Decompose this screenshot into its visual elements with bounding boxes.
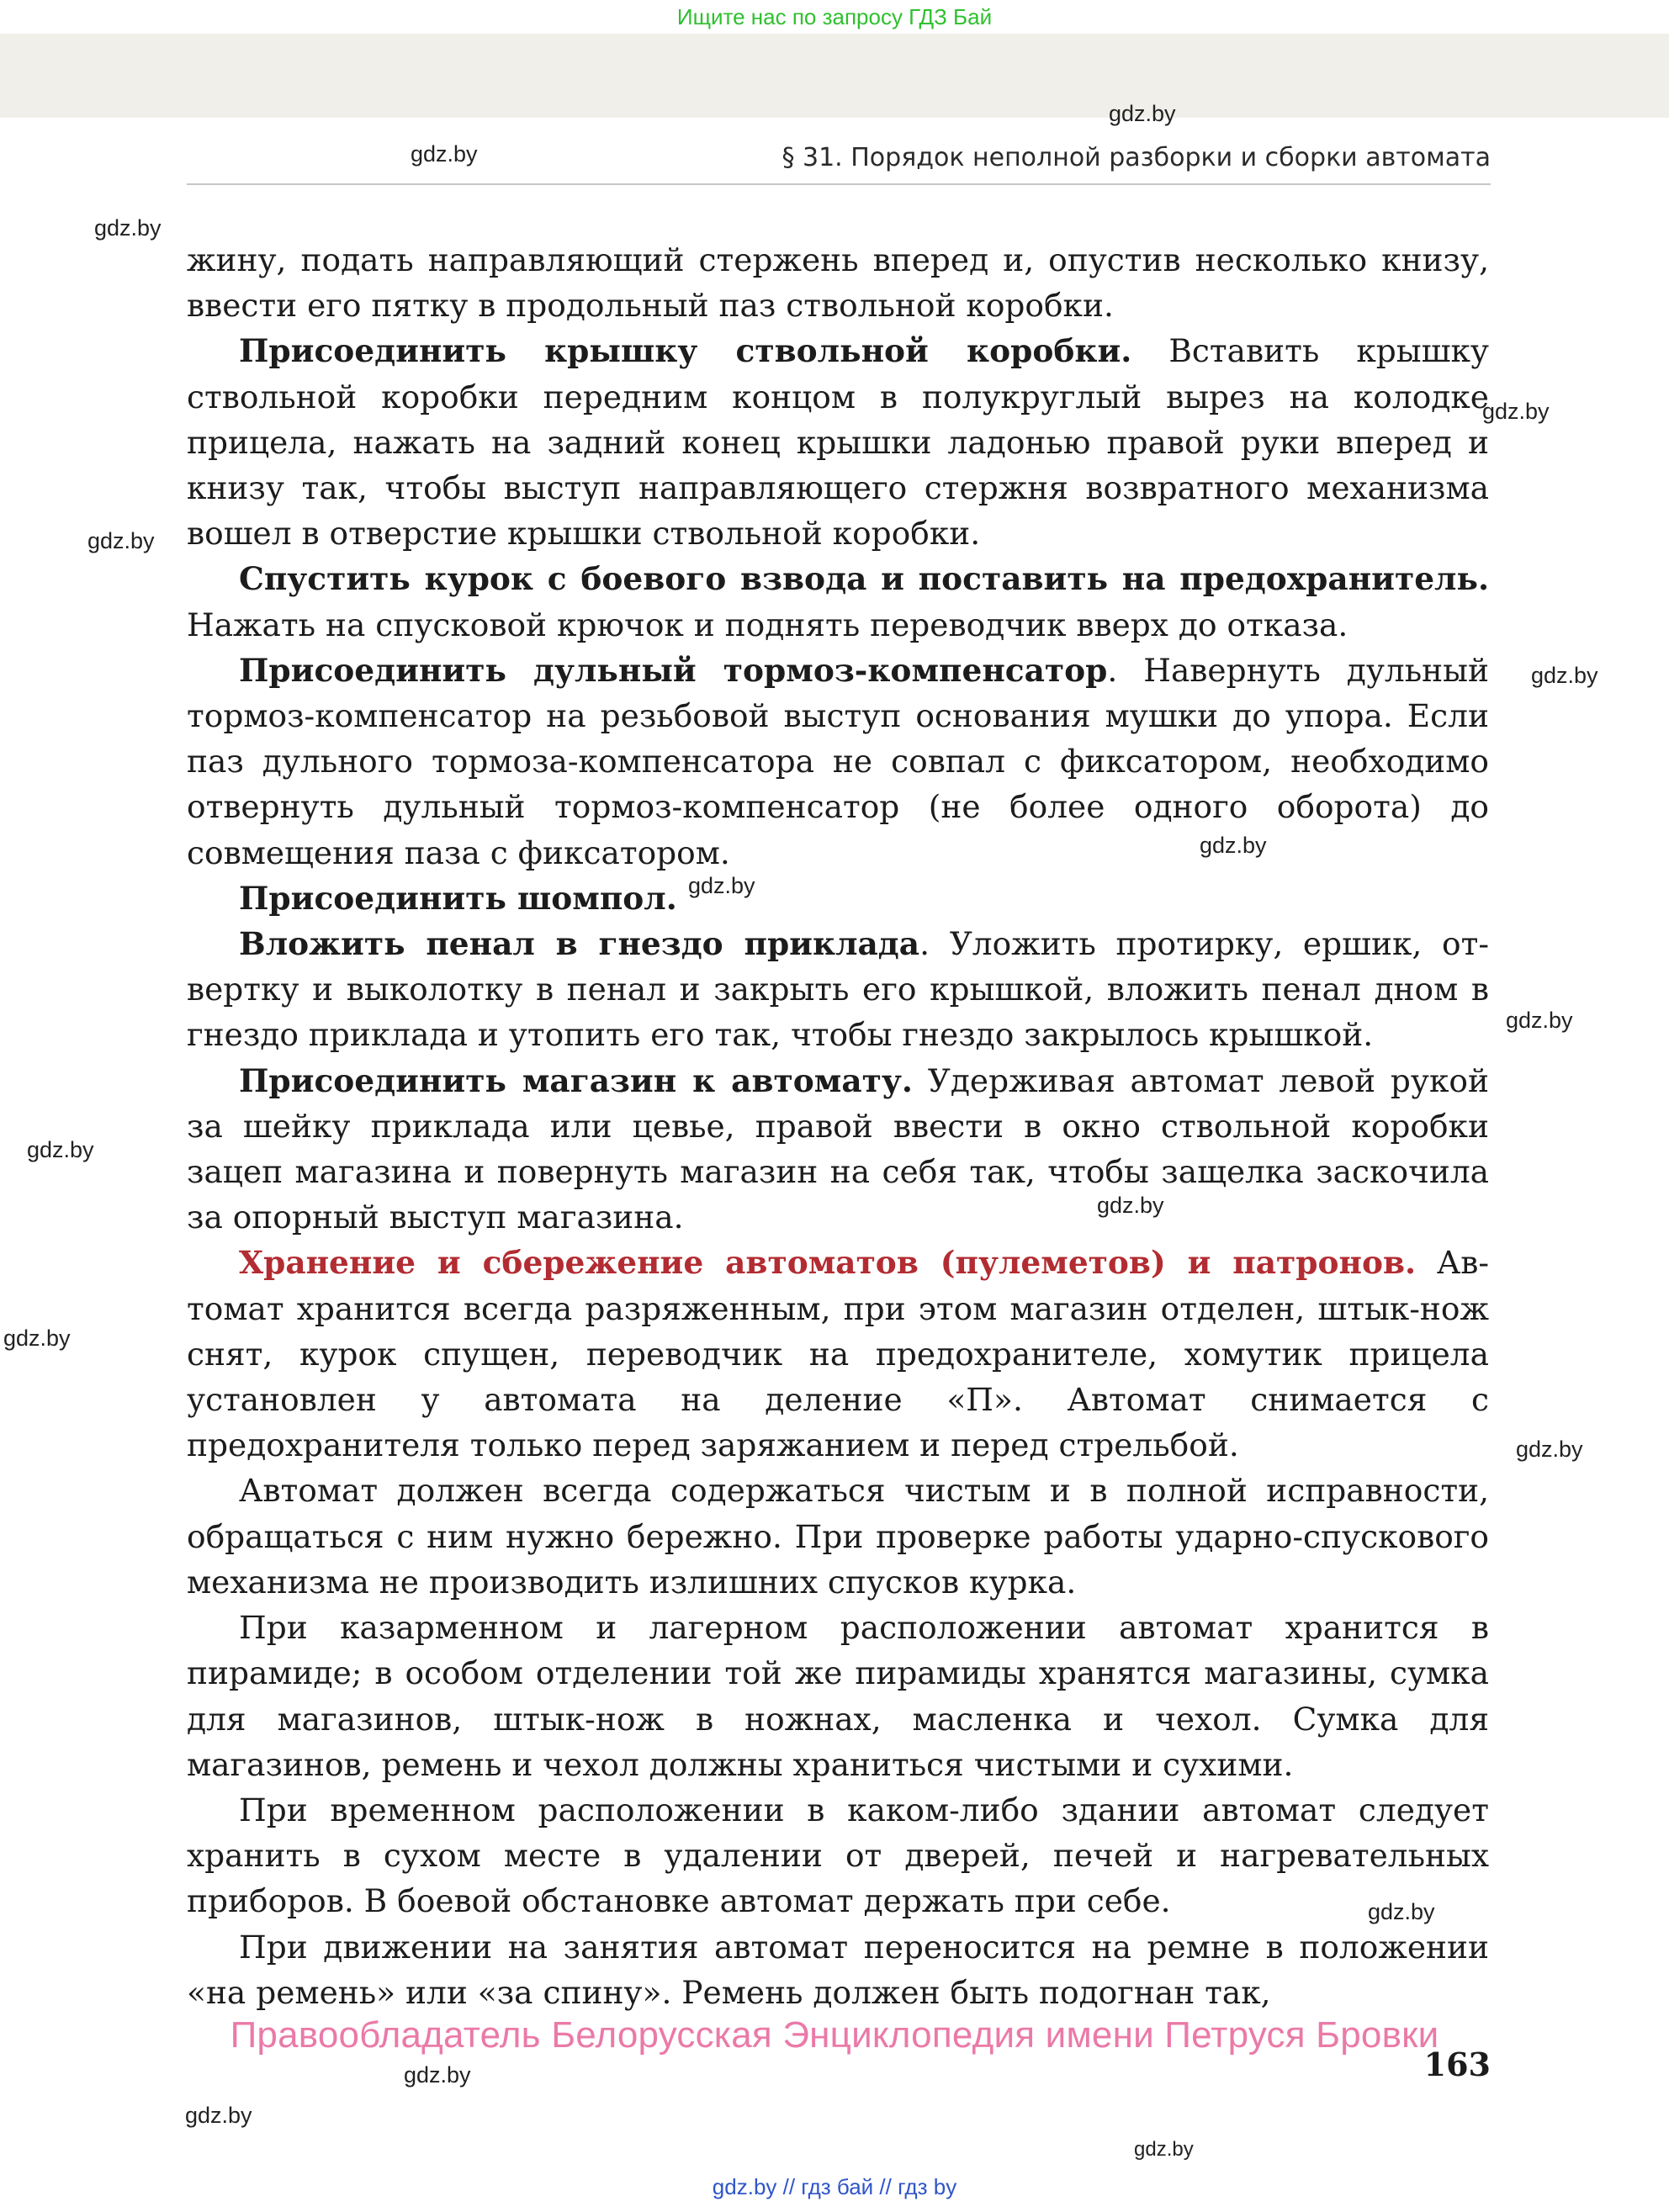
paragraph: Присоединить крышку ствольной коробки. Вставить крышку ствольной коробки передним концом в полукруглый вырез на колодке прицела, нажать на задний конец крышки ладонью правой руки вперед и книзу так, чтобы выступ направляющего стержня возвратного механизма вошел в отверстие крышки ствольной коробки. [187,332,1489,553]
watermark: gdz.by [94,215,162,241]
bottom-links[interactable]: gdz.by // гдз бай // гдз by [712,2174,957,2199]
watermark: gdz.by [1109,101,1176,126]
watermark: gdz.by [1200,833,1267,858]
paragraph: Присоединить дульный тормоз-компенсатор. Навернуть дульный тормоз-компенсатор на резьбовой выступ основания мушки до упора. Если паз дульного тормоза-компенсатора не совпал с фиксатором, необходимо отвернуть дульный тормоз-компенсатор (не более одного оборота) до совмещения паза с фиксатором. [187,651,1489,871]
paragraph: Автомат должен всегда содержаться чистым и в полной исправности, обращаться с ним нужно бережно. При проверке работы ударно-спускового механизма не производить излишних спусков курка. [187,1472,1489,1601]
paragraph: Присоединить шомпол. [239,879,677,917]
section-heading-paragraph: Хранение и сбережение автоматов (пулеметов) и патронов. Автомат хранится всегда разряженным, при этом магазин отделен, штык-нож снят, курок спущен, переводчик на предохранителе, хомутик прицела установлен у автомата на деление «П». Автомат снимается с предохранителя только перед заряжанием и перед стрельбой. [187,1244,1489,1464]
watermark: gdz.by [185,2103,252,2128]
watermark: gdz.by [27,1137,94,1162]
header-band [0,34,1669,118]
paragraph: При временном расположении в каком-либо здании автомат следует хранить в сухом месте в удалении от дверей, печей и нагревательных приборов. В боевой обстановке автомат держать при себе. [187,1791,1489,1920]
watermark: gdz.by [1516,1437,1583,1462]
copyright-notice: Правообладатель Белорусская Энциклопедия имени Петруся Бровки [230,2014,1439,2056]
paragraph: Присоединить магазин к автомату. Удерживая автомат левой рукой за шейку приклада или цевье, правой ввести в окно ствольной коробки зацеп магазина и повернуть магазин на себя так, чтобы защелка заскочила за опорный выступ магазина. [187,1061,1489,1236]
watermark: gdz.by [1134,2138,1194,2161]
page-number: 163 [1423,2045,1491,2083]
running-head: § 31. Порядок неполной разборки и сборки автомата [782,143,1491,172]
watermark: gdz.by [411,141,478,167]
paragraph: При казарменном и лагерном расположении автомат хранится в пирамиде; в особом отделении той же пирамиды хранятся магазины, сумка для магазинов, штык-нож в ножнах, масленка и чехол. Сумка для магазинов, ремень и чехол должны храниться чистыми и сухими. [187,1609,1489,1783]
watermark: gdz.by [688,873,755,898]
paragraph: При движении на занятия автомат переносится на ремне в положении «на ремень» или «за спину». Ремень должен быть подогнан так, [187,1928,1489,2011]
page-body [187,237,1489,2015]
watermark: gdz.by [1368,1899,1435,1924]
paragraph: жину, подать направляющий стержень вперед и, опустив несколько книзу, ввести его пятку в продольный паз ствольной коробки. [187,241,1489,325]
paragraph: Вложить пенал в гнездо приклада. Уложить протирку, ершик, отвертку и выколотку в пенал и закрыть его крышкой, вложить пенал дном в гнездо приклада и утопить его так, чтобы гнездо закрылось крышкой. [187,925,1490,1054]
watermark: gdz.by [1506,1008,1573,1033]
watermark: gdz.by [1531,663,1598,688]
header-rule [187,183,1491,185]
watermark: gdz.by [404,2062,471,2088]
top-banner-link[interactable]: Ищите нас по запросу ГДЗ Бай [676,4,993,29]
watermark: gdz.by [1097,1193,1164,1218]
section-heading: Хранение и сбережение автоматов (пулеметов) и патронов. [239,1244,1417,1282]
watermark: gdz.by [1482,399,1550,424]
paragraph: Спустить курок с боевого взвода и поставить на предохранитель. Нажать на спусковой крючок и поднять переводчик вверх до отказа. [187,560,1489,643]
watermark: gdz.by [3,1326,71,1351]
watermark: gdz.by [87,528,155,553]
